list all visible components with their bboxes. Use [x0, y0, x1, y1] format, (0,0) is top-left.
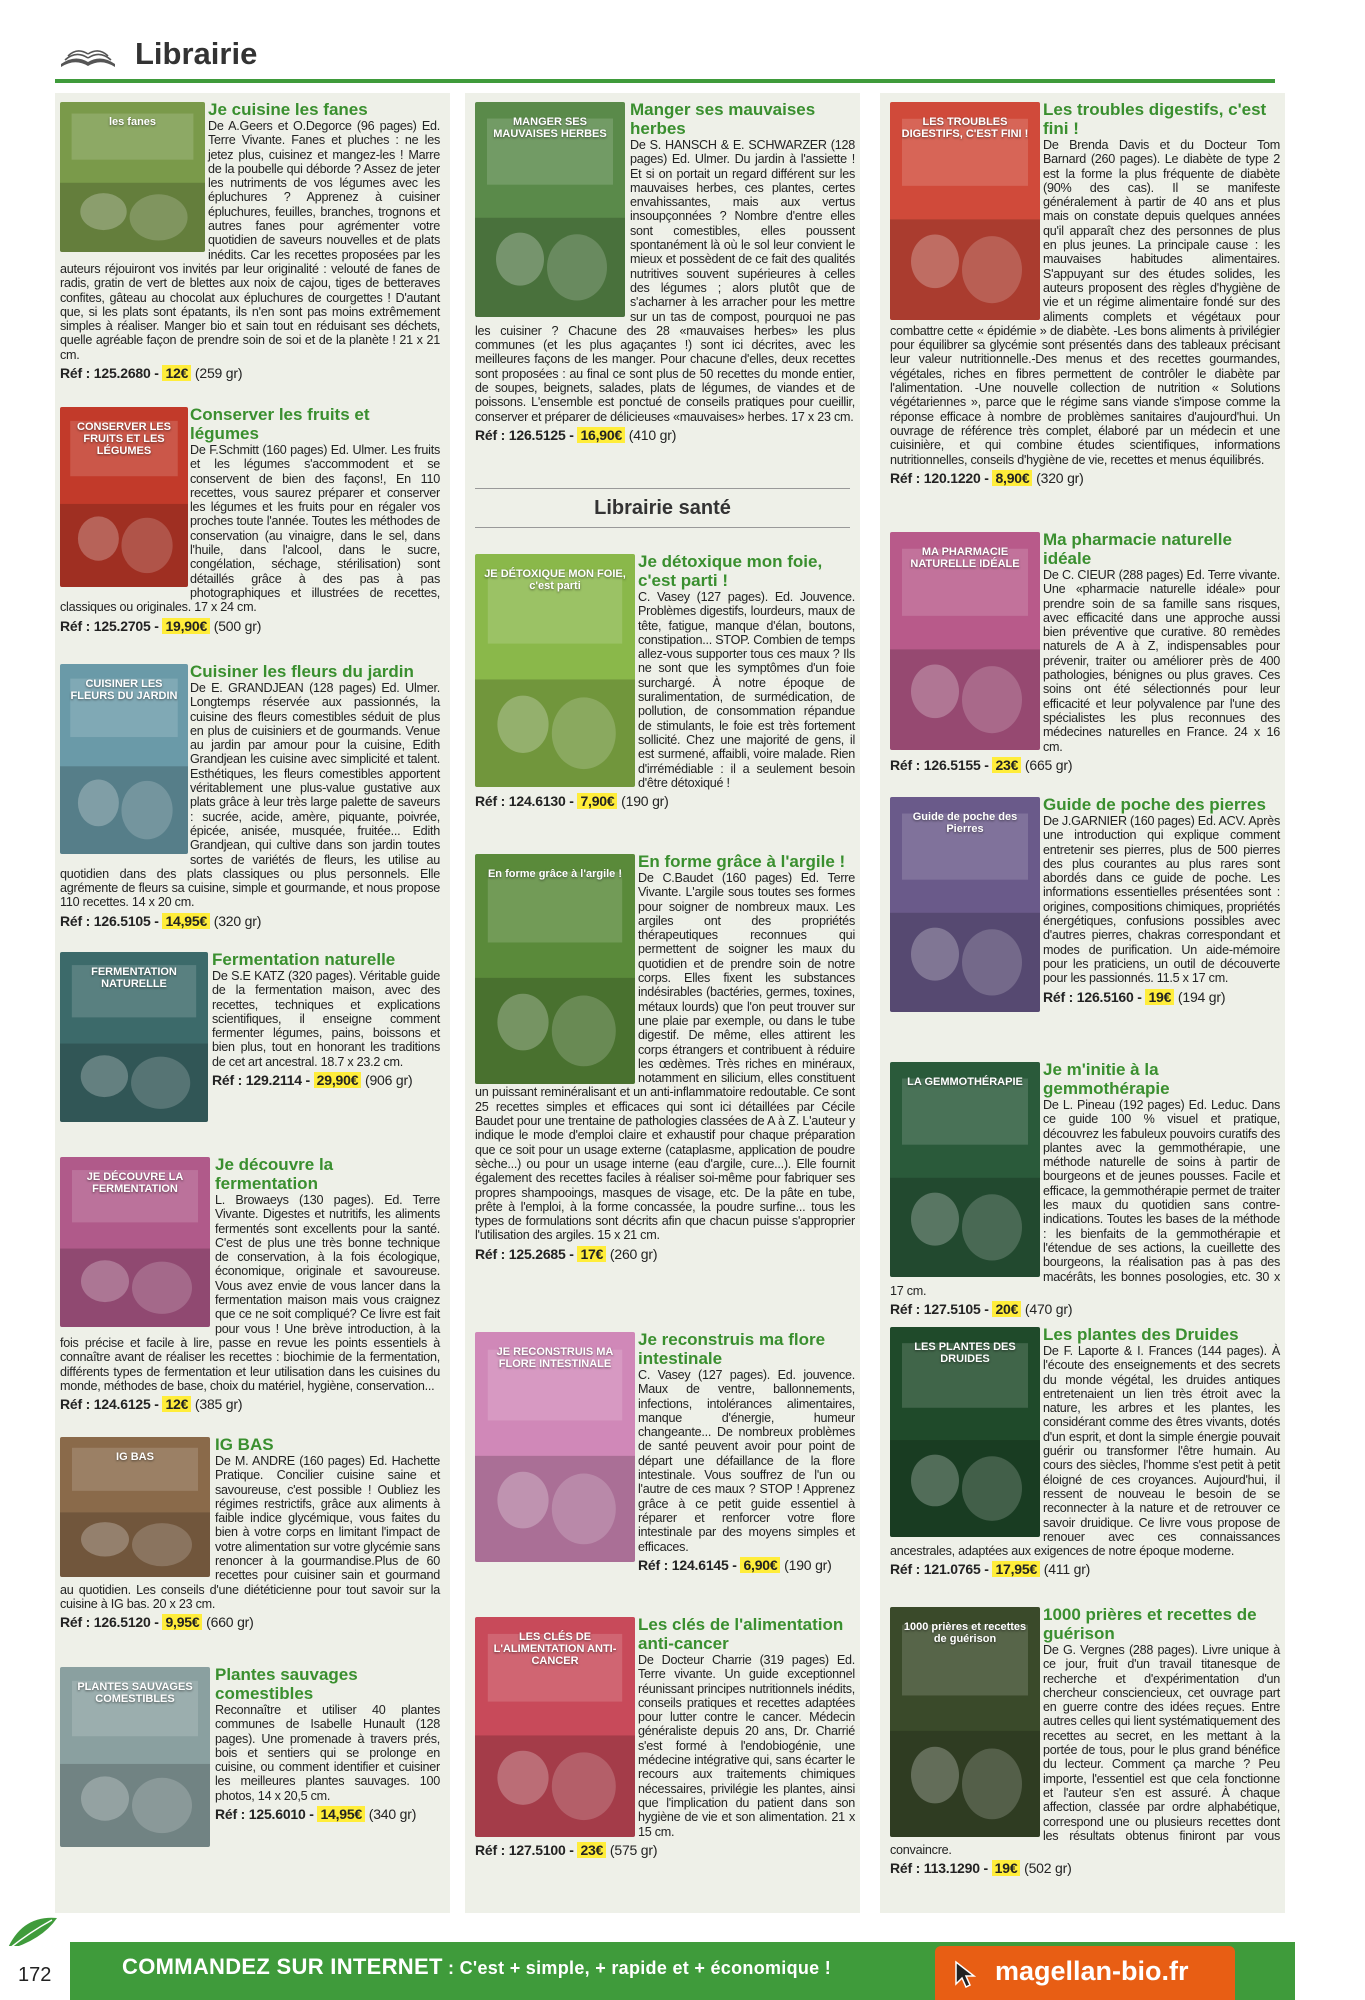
book-description: L. Browaeys (130 pages). Ed. Terre Vivante. Digestes et nutritifs, les aliments fermentés sont excellents pour la santé. C'est de plus une très bonne technique de conservation, à la fois écologique, économique, originale et savoureuse. Vous avez envie de vous lancer dans la fermentation maison mais vous craignez que ce ne soit compliqué? Ce livre est fait pour vous ! Une brève introduction, à la fois précise et facile à lire, passe en revue les points essentiels à connaître avant de réaliser les recettes : biochimie de la fermentation, différents types de fermentation et leur utilisation dans les cuisines du monde, méthodes de base, choix du matériel, hygiène, conservation... [60, 1193, 440, 1393]
book-cover-image [475, 102, 625, 317]
weight-label: (906 gr) [361, 1072, 413, 1089]
price-tag: 17€ [577, 1246, 606, 1262]
book-reference [890, 469, 1280, 487]
book-title: Fermentation naturelle [212, 950, 396, 969]
weight-label: (665 gr) [1021, 756, 1073, 773]
book-cover-text: 1000 prières et recettes de guérison [903, 1621, 1027, 1645]
book-item [890, 100, 1280, 487]
book-cover-text: JE DÉCOUVRE LA FERMENTATION [86, 1171, 184, 1195]
book-title: Je cuisine les fanes [208, 100, 368, 119]
book-item [60, 950, 440, 1122]
book-cover-text: LES TROUBLES DIGESTIFS, C'EST FINI ! [901, 116, 1029, 140]
book-item [890, 795, 1280, 1012]
book-cover-text: JE DÉTOXIQUE MON FOIE, c'est parti [484, 568, 626, 592]
book-cover-image [60, 1437, 210, 1577]
price-tag: 7,90€ [577, 793, 617, 809]
book-cover-image [475, 1617, 635, 1837]
book-item [475, 1615, 855, 1859]
book-title: Ma pharmacie naturelle idéale [1043, 530, 1232, 568]
book-item [890, 530, 1280, 774]
book-cover-image [890, 532, 1040, 750]
reference-code: Réf : 126.5160 - [1043, 988, 1146, 1005]
weight-label: (500 gr) [210, 617, 262, 634]
section-title: Librairie santé [594, 497, 731, 519]
page-header [55, 28, 1275, 83]
book-item [60, 662, 440, 930]
book-cover-text: LES PLANTES DES DRUIDES [914, 1341, 1016, 1365]
price-tag: 19,90€ [162, 618, 210, 634]
book-cover-text: les fanes [108, 116, 157, 128]
book-cover-text: LES CLÉS DE L'ALIMENTATION ANTI-CANCER [493, 1631, 617, 1667]
book-cover-image [60, 664, 188, 854]
book-cover-image [890, 1607, 1040, 1837]
book-description: De J.GARNIER (160 pages) Ed. ACV. Après une introduction qui explique comment entretenir ses pierres, plus de 500 pierres des plus courantes au plus rares sont abordés dans ce guide de poche. Les informations essentielles présentées sont : origines, compositions chimiques, propriétés énergétiques, confusions possibles avec d'autres pierres, chakras correspondant et modes de purification. Un aide-mémoire pour les praticiens, un outil de découverte pour les passionnés. 11.5 x 17 cm. [1043, 814, 1280, 986]
book-title: Les troubles digestifs, c'est fini ! [1043, 100, 1267, 138]
book-item [475, 1330, 855, 1574]
book-reference [60, 1395, 440, 1413]
reference-code: Réf : 127.5100 - [475, 1841, 578, 1858]
book-reference [60, 364, 440, 382]
open-book-icon [57, 40, 119, 70]
book-title: IG BAS [215, 1435, 274, 1454]
book-item [60, 1435, 440, 1631]
price-tag: 19€ [1145, 989, 1174, 1005]
book-cover-image [890, 797, 1040, 1012]
book-description: De L. Pineau (192 pages) Ed. Leduc. Dans ce guide 100 % visuel et pratique, découvrez les fabuleux pouvoirs curatifs des plantes avec la gemmothérapie, une méthode naturelle de soins à partir de bourgeons et de jeunes pousses. Facile et efficace, la gemmothérapie permet de traiter les maux du quotidien sans contre-indications. Toutes les bases de la méthode : les bienfaits de la gemmothérapie et l'étendue de ses actions, la cueillette des bourgeons, la réalisation pas à pas des macérâts, les bonnes posologies, etc. 30 x 17 cm. [890, 1098, 1280, 1298]
reference-code: Réf : 124.6125 - [60, 1396, 163, 1413]
book-reference [890, 1560, 1280, 1578]
section-heading [475, 488, 850, 528]
book-description: C. Vasey (127 pages). Ed. jouvence. Maux de ventre, ballonnements, infections, intolérances alimentaires, manque d'énergie, humeur changeante... De nombreux problèmes de santé peuvent avoir pour point de départ une défaillance de la flore intestinale. Vous souffrez de l'un ou l'autre de ces maux ? STOP ! Apprenez grâce à ce petit guide essentiel à réparer et renforcer votre flore intestinale par des moyens simples et efficaces. [638, 1368, 855, 1554]
book-reference [475, 1841, 855, 1859]
book-cover-text: IG BAS [116, 1451, 154, 1463]
weight-label: (190 gr) [617, 793, 669, 810]
book-cover-text: Guide de poche des Pierres [912, 811, 1018, 835]
reference-code: Réf : 126.5125 - [475, 426, 578, 443]
footer-banner [0, 1942, 1365, 2000]
book-cover-text: JE RECONSTRUIS MA FLORE INTESTINALE [496, 1346, 614, 1370]
order-cta: COMMANDEZ SUR INTERNET : C'est + simple, + rapide et + économique ! [122, 1954, 832, 1979]
book-reference [475, 1245, 855, 1263]
reference-code: Réf : 121.0765 - [890, 1561, 993, 1578]
price-tag: 29,90€ [314, 1072, 362, 1088]
book-title: Conserver les fruits et légumes [190, 405, 370, 443]
website-link[interactable] [935, 1946, 1235, 2000]
weight-label: (575 gr) [606, 1841, 658, 1858]
book-item [475, 100, 855, 444]
reference-code: Réf : 129.2114 - [212, 1072, 314, 1089]
book-cover-image [60, 102, 205, 252]
book-reference [890, 1300, 1280, 1318]
weight-label: (320 gr) [210, 912, 262, 929]
book-description: C. Vasey (127 pages). Ed. Jouvence. Problèmes digestifs, lourdeurs, maux de tête, fatigue, manque d'élan, boutons, constipation... STOP. Combien de temps allez-vous supporter tous ces maux ? Ils ne sont que les symptômes d'un foie surchargé. À notre époque de suralimentation, de surmédication, de pollution, de consommation répandue de stimulants, le foie est très fortement sollicité. Chez une majorité de gens, il est surmené, affaibli, voire malade. Rien d'irrémédiable : il a seulement besoin d'être détoxiqué ! [638, 590, 855, 790]
reference-code: Réf : 125.6010 - [215, 1806, 318, 1823]
book-item [60, 100, 440, 382]
price-tag: 17,95€ [992, 1561, 1040, 1577]
book-reference [60, 912, 440, 930]
book-item [60, 405, 440, 635]
book-item [890, 1060, 1280, 1318]
book-title: Guide de poche des pierres [1043, 795, 1266, 814]
reference-code: Réf : 125.2680 - [60, 365, 163, 382]
book-cover-image [60, 1667, 210, 1847]
book-cover-image [890, 1062, 1040, 1277]
book-title: Je m'initie à la gemmothérapie [1043, 1060, 1170, 1098]
price-tag: 23€ [577, 1842, 606, 1858]
weight-label: (259 gr) [191, 365, 243, 382]
book-cover-image [475, 554, 635, 787]
weight-label: (260 gr) [606, 1245, 658, 1262]
book-title: Plantes sauvages comestibles [215, 1665, 358, 1703]
reference-code: Réf : 126.5155 - [890, 756, 993, 773]
book-cover-text: CONSERVER LES FRUITS ET LES LÉGUMES [77, 421, 171, 457]
book-cover-text: En forme grâce à l'argile ! [487, 868, 623, 880]
book-item [60, 1155, 440, 1413]
book-cover-image [60, 407, 188, 587]
price-tag: 20€ [992, 1301, 1021, 1317]
book-cover-image [60, 1157, 210, 1327]
book-cover-image [475, 854, 635, 1084]
book-item [890, 1325, 1280, 1578]
book-description: De E. GRANDJEAN (128 pages) Ed. Ulmer. Longtemps réservée aux passionnés, la cuisine des fleurs comestibles séduit de plus en plus de cuisiniers et de gourmands. Venue au jardin par amour pour la cuisine, Edith Grandjean les cuisine avec simplicité et talent. Esthétiques, les fleurs comestibles apportent véritablement une plus-value gustative aux plats grâce à leur très large palette de saveurs : sucrée, acide, amère, piquante, poivrée, épicée, anisée, musquée, fruitée... Edith Grandjean, qui cultive dans son jardin toutes sortes de variétés de fleurs, les utilise au quotidien dans des plats classiques ou plus personnels. Elle agrémente de fleurs sa cuisine, simple et gourmande, et nous propose 110 recettes. 14 x 20 cm. [60, 681, 440, 910]
weight-label: (340 gr) [365, 1806, 417, 1823]
weight-label: (194 gr) [1174, 988, 1226, 1005]
price-tag: 12€ [162, 365, 191, 381]
book-description: De G. Vergnes (288 pages). Livre unique à ce jour, fruit d'un travail titanesque de recherche et d'expérimentation d'un chercheur consciencieux, cet ouvrage part en guerre contre des idées reçues. Entre autres celles qui lient systématiquement des recettes au secret, en les mettant à la portée de tous, pour le plus grand bénéfice du lecteur. Comment ça marche ? Peu importe, l'essentiel est que cela fonctionne et l'auteur s'en est assuré. À chaque affection, classée par ordre alphabétique, correspond une ou plusieurs recettes dont les résultats obtenus finiront par vous convaincre. [890, 1643, 1280, 1858]
weight-label: (470 gr) [1021, 1301, 1073, 1318]
cursor-icon [953, 1960, 977, 1988]
book-description: Reconnaître et utiliser 40 plantes communes de Isabelle Hunault (128 pages). Une promenade à travers prés, bois et sentiers qui se prolonge en cuisine, ou comment identifier et cuisiner les meilleures plantes sauvages. 100 photos, 14 x 20,5 cm. [215, 1703, 440, 1803]
weight-label: (385 gr) [191, 1396, 243, 1413]
price-tag: 23€ [992, 757, 1021, 773]
book-description: De C.Baudet (160 pages) Ed. Terre Vivante. L'argile sous toutes ses formes pour soigner de nombreux maux. Les argiles ont des propriétés thérapeutiques reconnues qui permettent de soigner les maux du quotidien et de prendre soin de notre corps. Elles fixent les substances indésirables (bactéries, germes, toxines, métaux lourds) que l'on peut trouver sur une plaie par exemple, ou dans le tube digestif. De même, elles attirent les corps étrangers et contribuent à réduire les œdèmes. Très riches en minéraux, notamment en silicium, elles constituent un puissant reminéralisant et un anti-inflammatoire redoutable. Ce sont 25 recettes simples et efficaces qui sont ici détaillées par Cécile Baudet pour une trentaine de pathologies classées de A à Z. L'auteur y indique le mode d'emploi claire et exhaustif pour chaque préparation que ce soit pour un usage externe (cataplasme, application de poudre sèche...) ou pour un usage interne (eau d'argile, cure...). Elle fournit également des recettes faciles à réaliser soi-même pour fabriquer ses propres shampooings, masques de visage, etc. De la pâte en tube, prête à l'emploi, à la forme concassée, la poudre surfine... tous les types de formulations sont décrits afin que chacun puisse s'approprier l'utilisation des argiles. 15 x 21 cm. [475, 871, 855, 1243]
price-tag: 6,90€ [740, 1557, 780, 1573]
book-cover-text: MANGER SES MAUVAISES HERBES [493, 116, 607, 140]
price-tag: 14,95€ [162, 913, 210, 929]
book-title: Je reconstruis ma flore intestinale [638, 1330, 826, 1368]
book-reference [475, 792, 855, 810]
weight-label: (411 gr) [1040, 1561, 1091, 1578]
book-description: De M. ANDRE (160 pages) Ed. Hachette Pratique. Concilier cuisine saine et savoureuse, c'est possible ! Oubliez les régimes restrictifs, grâce aux aliments à faible indice glycémique, vous faites du bien à votre corps en limitant l'impact de votre alimentation sur votre glycémie sans renoncer à la gourmandise.Plus de 60 recettes pour cuisiner sain et gourmand au quotidien. Les conseils d'une diététicienne pour tout savoir sur la cuisine à IG bas. 20 x 23 cm. [60, 1454, 440, 1611]
reference-code: Réf : 127.5105 - [890, 1301, 993, 1318]
book-cover-image [890, 102, 1040, 320]
price-tag: 19€ [992, 1860, 1021, 1876]
reference-code: Réf : 125.2705 - [60, 617, 163, 634]
book-reference [475, 426, 855, 444]
reference-code: Réf : 120.1220 - [890, 469, 993, 486]
book-cover-image [475, 1332, 635, 1562]
book-description: De A.Geers et O.Degorce (96 pages) Ed. Terre Vivante. Fanes et pluches : ne les jetez plus, cuisinez et mangez-les ! Marre de la poubelle qui déborde ? Assez de jeter les nutriments de vos légumes avec les épluchures ? Apprenez à cuisiner épluchures, feuilles, branches, trognons et autres fanes pour agrémenter votre quotidien de saveurs nouvelles et de plats inédits. Car les recettes proposées par les auteurs réjouiront vos invités par leur originalité : velouté de fanes de radis, gratin de vert de blettes aux noix de cajou, tiges de betteraves confites, gâteau au chocolat aux épluchures de courgettes ! D'autant que, si les plats sont épatants, ils n'en sont pas moins extrêmement simples à réaliser. Manger bio et sain tout en réduisant ses déchets, quelle agréable façon de prendre soin de soi et de la planète ! 21 x 21 cm. [60, 119, 440, 362]
weight-label: (190 gr) [780, 1556, 832, 1573]
book-title: Cuisiner les fleurs du jardin [190, 662, 414, 681]
book-cover-text: CUISINER LES FLEURS DU JARDIN [70, 678, 178, 702]
book-reference [60, 617, 440, 635]
book-title: Manger ses mauvaises herbes [630, 100, 816, 138]
book-description: De Docteur Charrie (319 pages) Ed. Terre vivante. Un guide exceptionnel réunissant principes nutritionnels inédits, conseils pratiques et recettes adaptées pour lutter contre le cancer. Médecin généraliste depuis 20 ans, Dr. Charrié s'est formé à l'endobiogénie, une médecine intégrative qui, sans écarter le recours aux traitements chimiques nécessaires, privilégie les plantes, ainsi que l'implication du patient dans son hygiène de vie et son alimentation. 21 x 15 cm. [638, 1653, 855, 1839]
weight-label: (502 gr) [1020, 1860, 1072, 1877]
price-tag: 9,95€ [162, 1614, 202, 1630]
reference-code: Réf : 126.5120 - [60, 1614, 163, 1631]
book-description: De S. HANSCH & E. SCHWARZER (128 pages) Ed. Ulmer. Du jardin à l'assiette ! Et si on portait un regard différent sur les mauvaises herbes, ces plantes, certes envahissantes, mais aux vertus insoupçonnées ? Nombre d'entre elles sont comestibles, elles poussent spontanément là où le sol leur convient le mieux et possèdent de ce fait des qualités nutritives souvent supérieures à celles des légumes ; alors plutôt que de s'acharner à les arracher pour les mettre sur un tas de compost, pourquoi ne pas les cuisiner ? Chacune des 28 «mauvaises herbes» les plus communes (et les plus agaçantes !) sont ici décrites, avec les meilleures façons de les manger. Pour chacune d'elles, deux recettes sont proposées : au final ce sont plus de 50 recettes du monde entier, de soupes, beignets, salades, plats de légumes, de viandes et de poissons. L'ensemble est ponctué de conseils pratiques pour cueillir, conserver et préparer de délicieuses «mauvaises» herbes. 17 x 23 cm. [475, 138, 855, 424]
reference-code: Réf : 124.6130 - [475, 793, 578, 810]
book-item [475, 852, 855, 1263]
book-item [475, 552, 855, 810]
book-cover-image [60, 952, 208, 1122]
reference-code: Réf : 113.1290 - [890, 1860, 992, 1877]
book-title: 1000 prières et recettes de guérison [1043, 1605, 1257, 1643]
book-description: De F.Schmitt (160 pages) Ed. Ulmer. Les fruits et les légumes s'accommodent et se conservent de bien des façons!, En 110 recettes, vous saurez préparer et conserver les légumes et les fruits pour en régaler vos proches toute l'année. Toutes les méthodes de conservation (au vinaigre, dans le sel, dans l'huile, dans l'alcool, dans le sucre, congélation, séchage, stérilisation) sont détaillés grâce à des pas à pas photographiques et illustrées de recettes, classiques ou originales. 17 x 24 cm. [60, 443, 440, 615]
weight-label: (410 gr) [625, 426, 677, 443]
book-cover-text: PLANTES SAUVAGES COMESTIBLES [77, 1681, 193, 1705]
reference-code: Réf : 126.5105 - [60, 912, 163, 929]
book-cover-text: FERMENTATION NATURELLE [91, 966, 177, 990]
book-description: De C. CIEUR (288 pages) Ed. Terre vivante. Une «pharmacie naturelle idéale» pour prendre soin de sa famille sans risques, avec efficacité dans une approche aussi bien préventive que curative. 80 remèdes naturels de A à Z, indispensables pour prévenir, traiter ou améliorer près de 400 pathologies, bénignes ou plus graves. Ces soins ont été sélectionnés pour leur efficacité et leur polyvalence par l'une des spécialistes les plus reconnues des médecines naturelles en France. 24 x 16 cm. [1043, 568, 1280, 754]
reference-code: Réf : 125.2685 - [475, 1245, 578, 1262]
book-description: De Brenda Davis et du Docteur Tom Barnard (260 pages). Le diabète de type 2 est la forme la plus fréquente de diabète (90% des cas). Il se manifeste généralement à partir de 40 ans et plus mais on constate depuis quelques années qu'il apparaît chez des personnes de plus en plus jeunes. La principale cause : les mauvaises habitudes alimentaires. S'appuyant sur des études solides, les auteurs proposent des règles d'hygiène de vie et un régime alimentaire fondé sur des aliments complets et végétaux pour combattre cette « épidémie » de diabète. -Les bons aliments à privilégier pour équilibrer sa glycémie sont présentés dans des tableaux précisant leur valeur nutritionnelle.-Des menus et des recettes gourmandes, végétales, riches en fibres permettent de contrôler le diabète par l'alimentation. -Une nouvelle collection de nutrition « Solutions végétariennes », parce que le régime sans viande s'impose comme la réponse efficace à nombre de problèmes sanitaires d'aujourd'hui. Un ouvrage de référence très complet, élaboré par un médecin et une cuisinière, et qui combine études scientifiques, informations nutritionnelles, conseils d'hygiène de vie, recettes et menus équilibrés. [890, 138, 1280, 467]
book-reference [890, 756, 1280, 774]
book-title: Les plantes des Druides [1043, 1325, 1239, 1344]
book-cover-text: MA PHARMACIE NATURELLE IDÉALE [910, 546, 1020, 570]
reference-code: Réf : 124.6145 - [638, 1556, 741, 1573]
book-item [60, 1665, 440, 1847]
price-tag: 12€ [162, 1396, 191, 1412]
weight-label: (660 gr) [202, 1614, 254, 1631]
book-cover-image [890, 1327, 1040, 1537]
book-reference [60, 1613, 440, 1631]
page-title: Librairie [135, 36, 258, 71]
book-reference [890, 1859, 1280, 1877]
book-title: En forme grâce à l'argile ! [638, 852, 846, 871]
website-url[interactable]: magellan-bio.fr [995, 1956, 1189, 1986]
price-tag: 14,95€ [317, 1806, 365, 1822]
price-tag: 16,90€ [577, 427, 625, 443]
book-title: Les clés de l'alimentation anti-cancer [638, 1615, 844, 1653]
weight-label: (320 gr) [1032, 469, 1084, 486]
price-tag: 8,90€ [992, 470, 1032, 486]
book-description: De F. Laporte & I. Frances (144 pages). À l'écoute des enseignements et des secrets du monde végétal, les druides antiques entretenaient un lien très étroit avec la nature, les arbres et les plantes, les considérant comme des êtres vivants, dotés d'un esprit, et dont la simple énergie pouvait guérir ou transformer l'être humain. Au cours des siècles, l'homme s'est petit à petit éloigné de ces croyances. Aujourd'hui, il ressent de nouveau le besoin de se reconnecter à la nature et de retrouver ce savoir druidique. Ce livre vous propose de renouer avec ces connaissances ancestrales, adaptées aux exigences de notre époque moderne. [890, 1344, 1280, 1559]
book-title: Je découvre la fermentation [215, 1155, 334, 1193]
book-item [890, 1605, 1280, 1877]
page-number: 172 [0, 1946, 70, 2000]
book-description: De S.E KATZ (320 pages). Véritable guide de la fermentation maison, avec des recettes, techniques et explications scientifiques, il enseigne comment fermenter légumes, pains, boissons et bien plus, tout en honorant les traditions de cet art ancestral. 18.7 x 23.2 cm. [212, 969, 440, 1069]
book-cover-text: LA GEMMOTHÉRAPIE [907, 1076, 1023, 1088]
book-title: Je détoxique mon foie, c'est parti ! [638, 552, 823, 590]
